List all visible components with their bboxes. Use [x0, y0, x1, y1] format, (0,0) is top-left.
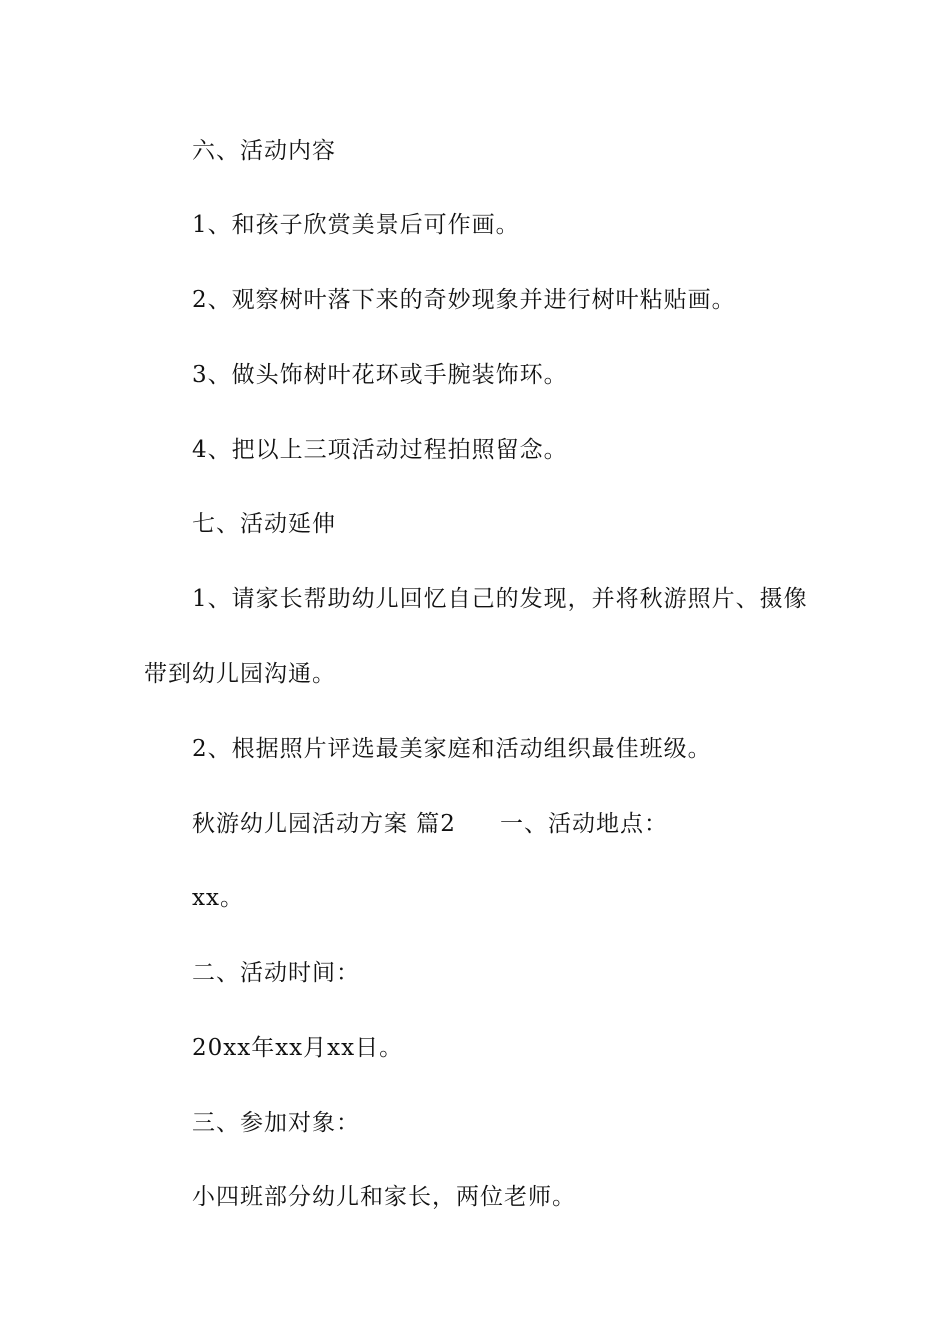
section-heading-participants: 三、参加对象： — [192, 1110, 360, 1136]
paragraph: 1、请家长帮助幼儿回忆自己的发现，并将秋游照片、摄像 — [192, 586, 808, 612]
paragraph: xx。 — [192, 885, 244, 911]
paragraph: 小四班部分幼儿和家长，两位老师。 — [192, 1184, 576, 1210]
paragraph: 4、把以上三项活动过程拍照留念。 — [192, 437, 568, 463]
paragraph: 3、做头饰树叶花环或手腕装饰环。 — [192, 362, 568, 388]
section-heading-activity-content: 六、活动内容 — [192, 138, 336, 164]
plan-title-line — [192, 809, 668, 839]
paragraph: 2、观察树叶落下来的奇妙现象并进行树叶粘贴画。 — [192, 287, 736, 313]
section-heading-location: 一、活动地点： — [499, 811, 668, 837]
section-heading-activity-extension: 七、活动延伸 — [192, 511, 336, 537]
plan-title: 秋游幼儿园活动方案 篇2 — [192, 811, 456, 837]
paragraph: 1、和孩子欣赏美景后可作画。 — [192, 212, 520, 238]
paragraph: 20xx年xx月xx日。 — [192, 1035, 404, 1061]
paragraph: 2、根据照片评选最美家庭和活动组织最佳班级。 — [192, 736, 712, 762]
paragraph-continuation: 带到幼儿园沟通。 — [144, 661, 336, 687]
section-heading-time: 二、活动时间： — [192, 960, 360, 986]
